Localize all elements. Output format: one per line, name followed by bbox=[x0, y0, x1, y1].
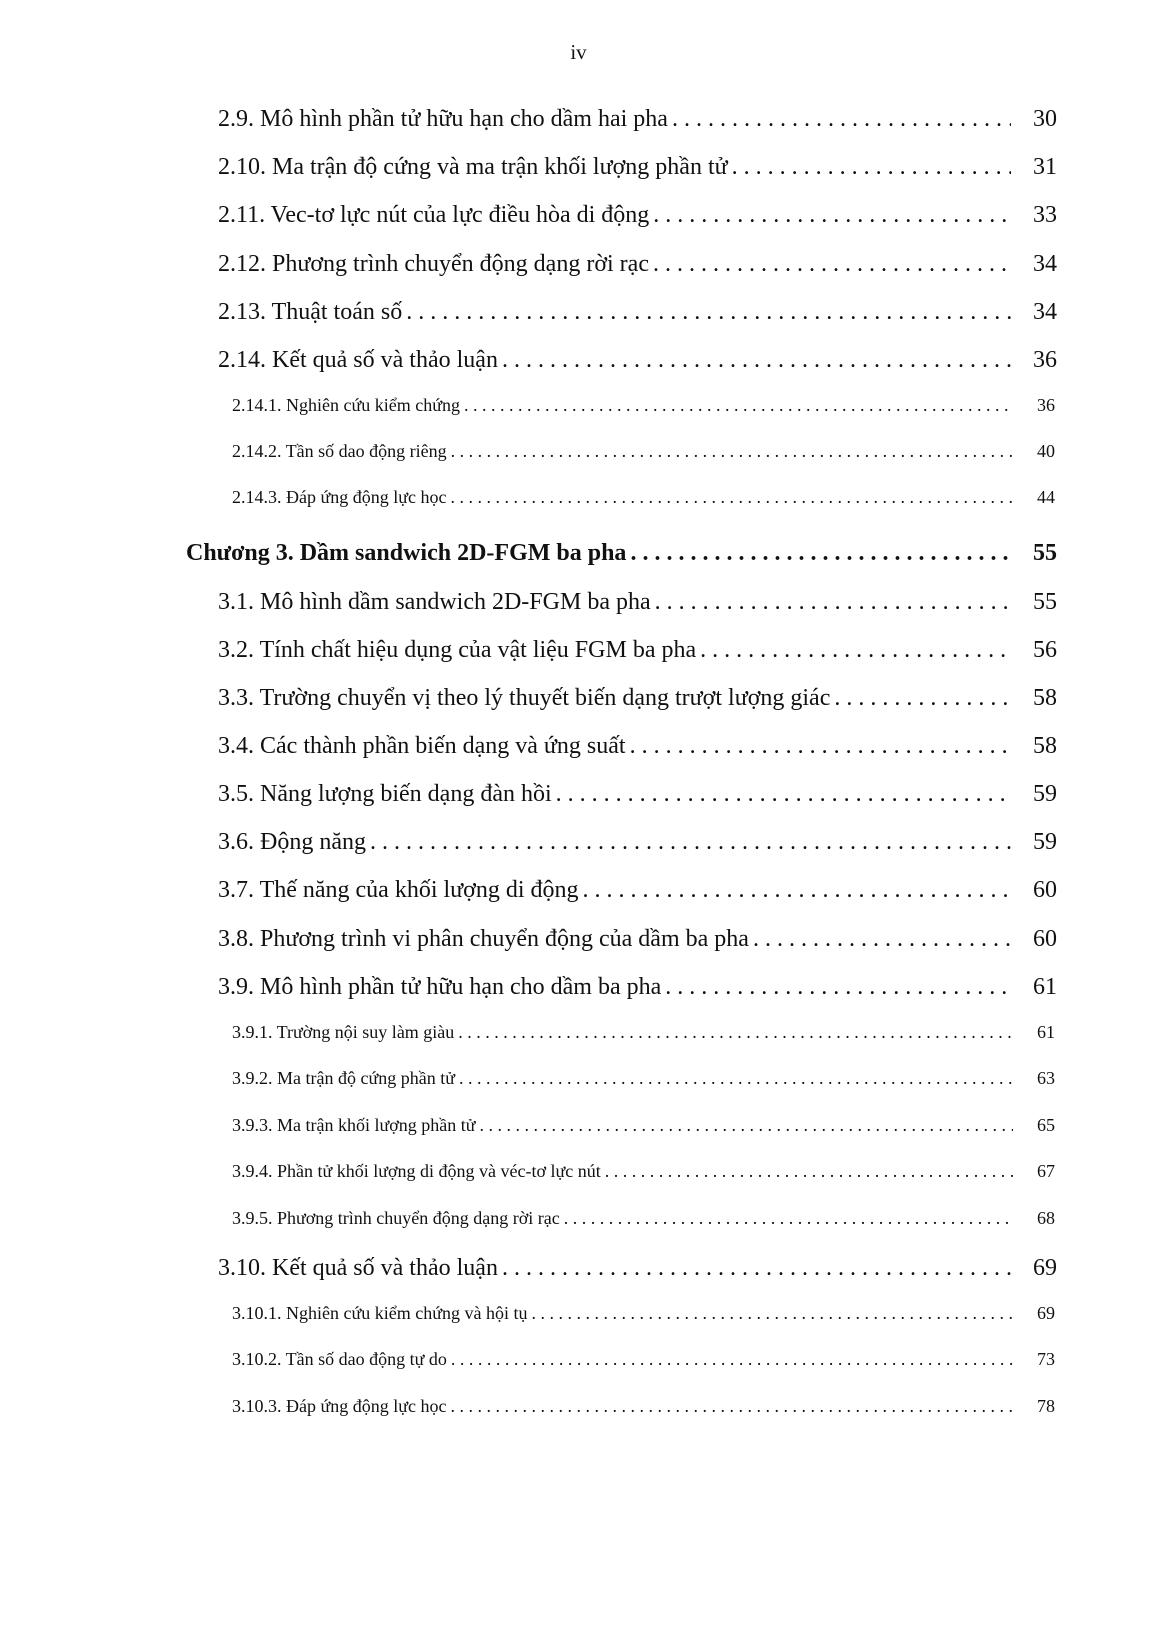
toc-entry-page: 30 bbox=[1033, 106, 1057, 132]
toc-entry[interactable] bbox=[218, 685, 1057, 712]
dot-leader bbox=[605, 1161, 1013, 1182]
toc-entry-title: 3.9.1. Trường nội suy làm giàu bbox=[232, 1022, 455, 1042]
toc-entry[interactable] bbox=[218, 974, 1057, 1001]
toc-entry-title: 3.5. Năng lượng biến dạng đàn hồi bbox=[218, 781, 552, 807]
toc-entry-page: 55 bbox=[1033, 540, 1057, 566]
toc-entry[interactable] bbox=[218, 251, 1057, 278]
toc-entry-page: 60 bbox=[1033, 877, 1057, 903]
dot-leader bbox=[583, 877, 1011, 904]
toc-entry-page: 68 bbox=[1037, 1208, 1055, 1228]
dot-leader bbox=[630, 733, 1011, 760]
toc-entry[interactable] bbox=[232, 395, 1055, 416]
toc-entry-page: 78 bbox=[1037, 1396, 1055, 1416]
dot-leader bbox=[451, 441, 1013, 462]
toc-entry-page: 69 bbox=[1037, 1303, 1055, 1323]
toc-entry-page: 67 bbox=[1037, 1161, 1055, 1181]
toc-entry[interactable] bbox=[218, 926, 1057, 953]
toc-entry-page: 33 bbox=[1033, 202, 1057, 228]
toc-entry-page: 63 bbox=[1037, 1068, 1055, 1088]
toc-entry[interactable] bbox=[232, 487, 1055, 508]
dot-leader bbox=[753, 926, 1011, 953]
toc-entry-page: 44 bbox=[1037, 487, 1055, 507]
toc-entry[interactable] bbox=[232, 1161, 1055, 1182]
dot-leader bbox=[653, 202, 1011, 229]
toc-entry[interactable] bbox=[218, 733, 1057, 760]
dot-leader bbox=[464, 395, 1013, 416]
toc-entry-title: 3.10.2. Tần số dao động tự do bbox=[232, 1349, 447, 1369]
dot-leader bbox=[655, 589, 1011, 616]
toc-entry[interactable] bbox=[218, 637, 1057, 664]
toc-entry-title: 3.10. Kết quả số và thảo luận bbox=[218, 1255, 498, 1281]
toc-entry[interactable] bbox=[232, 1068, 1055, 1089]
toc-entry[interactable] bbox=[232, 1349, 1055, 1370]
dot-leader bbox=[630, 540, 1011, 567]
toc-entry[interactable] bbox=[232, 1022, 1055, 1043]
toc-entry-title: 3.10.3. Đáp ứng động lực học bbox=[232, 1396, 447, 1416]
toc-entry-page: 61 bbox=[1037, 1022, 1055, 1042]
toc-entry-title: 3.7. Thế năng của khối lượng di động bbox=[218, 877, 579, 903]
toc-entry-title: 3.6. Động năng bbox=[218, 829, 366, 855]
toc-entry[interactable] bbox=[232, 441, 1055, 462]
toc-entry[interactable] bbox=[218, 781, 1057, 808]
dot-leader bbox=[732, 154, 1011, 181]
dot-leader bbox=[459, 1068, 1013, 1089]
toc-entry-title: 3.3. Trường chuyển vị theo lý thuyết biến dạng trượt lượng giác bbox=[218, 685, 831, 711]
dot-leader bbox=[700, 637, 1011, 664]
dot-leader bbox=[451, 1349, 1013, 1370]
toc-entry[interactable] bbox=[232, 1208, 1055, 1229]
toc-entry-page: 73 bbox=[1037, 1349, 1055, 1369]
toc-entry-title: 3.9.5. Phương trình chuyển động dạng rời rạc bbox=[232, 1208, 560, 1228]
toc-entry[interactable] bbox=[218, 202, 1057, 229]
toc-entry[interactable] bbox=[218, 154, 1057, 181]
toc-entry-title: 3.9. Mô hình phần tử hữu hạn cho dầm ba pha bbox=[218, 974, 662, 1000]
toc-entry-page: 58 bbox=[1033, 685, 1057, 711]
toc-entry-title: 3.4. Các thành phần biến dạng và ứng suất bbox=[218, 733, 626, 759]
dot-leader bbox=[653, 251, 1011, 278]
toc-entry-page: 59 bbox=[1033, 829, 1057, 855]
dot-leader bbox=[502, 1255, 1011, 1282]
toc-entry-title: 2.14.1. Nghiên cứu kiểm chứng bbox=[232, 395, 460, 415]
toc-entry-page: 56 bbox=[1033, 637, 1057, 663]
toc-entry-title: 3.9.4. Phần tử khối lượng di động và véc-tơ lực nút bbox=[232, 1161, 601, 1181]
toc-entry-page: 36 bbox=[1033, 347, 1057, 373]
toc-entry-title: Chương 3. Dầm sandwich 2D-FGM ba pha bbox=[186, 540, 627, 566]
page-number: iv bbox=[570, 40, 587, 64]
toc-entry-page: 61 bbox=[1033, 974, 1057, 1000]
toc-entry-page: 55 bbox=[1033, 589, 1057, 615]
toc-entry-title: 3.8. Phương trình vi phân chuyển động của dầm ba pha bbox=[218, 926, 749, 952]
toc-entry[interactable] bbox=[218, 877, 1057, 904]
toc-entry-title: 3.9.2. Ma trận độ cứng phần tử bbox=[232, 1068, 455, 1088]
toc-entry-page: 34 bbox=[1033, 299, 1057, 325]
toc-entry[interactable] bbox=[218, 829, 1057, 856]
toc-entry-page: 31 bbox=[1033, 154, 1057, 180]
toc-entry-title: 2.13. Thuật toán số bbox=[218, 299, 403, 325]
dot-leader bbox=[370, 829, 1011, 856]
toc-entry-title: 3.2. Tính chất hiệu dụng của vật liệu FGM ba pha bbox=[218, 637, 697, 663]
toc-entry-page: 34 bbox=[1033, 251, 1057, 277]
toc-entry-page: 65 bbox=[1037, 1115, 1055, 1135]
toc-entry-title: 2.14.3. Đáp ứng động lực học bbox=[232, 487, 447, 507]
toc-entry-title: 3.10.1. Nghiên cứu kiểm chứng và hội tụ bbox=[232, 1303, 528, 1323]
toc-entry-title: 2.11. Vec-tơ lực nút của lực điều hòa di động bbox=[218, 202, 650, 228]
toc-entry-title: 2.12. Phương trình chuyển động dạng rời rạc bbox=[218, 251, 649, 277]
dot-leader bbox=[665, 974, 1011, 1001]
toc-entry-page: 69 bbox=[1033, 1255, 1057, 1281]
toc-entry-title: 3.1. Mô hình dầm sandwich 2D-FGM ba pha bbox=[218, 589, 651, 615]
dot-leader bbox=[564, 1208, 1013, 1229]
toc-entry-page: 60 bbox=[1033, 926, 1057, 952]
toc-entry-title: 2.9. Mô hình phần tử hữu hạn cho dầm hai pha bbox=[218, 106, 668, 132]
toc-entry-page: 40 bbox=[1037, 441, 1055, 461]
dot-leader bbox=[834, 685, 1011, 712]
dot-leader bbox=[458, 1022, 1013, 1043]
dot-leader bbox=[502, 347, 1011, 374]
dot-leader bbox=[672, 106, 1011, 133]
toc-entry[interactable] bbox=[186, 540, 1057, 567]
toc-entry[interactable] bbox=[218, 589, 1057, 616]
toc-entry-page: 58 bbox=[1033, 733, 1057, 759]
toc-entry[interactable] bbox=[232, 1303, 1055, 1324]
toc-entry[interactable] bbox=[218, 1255, 1057, 1282]
toc-entry[interactable] bbox=[232, 1115, 1055, 1136]
toc-entry-page: 59 bbox=[1033, 781, 1057, 807]
toc-entry-title: 2.10. Ma trận độ cứng và ma trận khối lượng phần tử bbox=[218, 154, 728, 180]
dot-leader bbox=[480, 1115, 1013, 1136]
toc-entry-title: 3.9.3. Ma trận khối lượng phần tử bbox=[232, 1115, 476, 1135]
toc-entry-title: 2.14.2. Tần số dao động riêng bbox=[232, 441, 447, 461]
toc-entry[interactable] bbox=[218, 106, 1057, 133]
toc-entry-title: 2.14. Kết quả số và thảo luận bbox=[218, 347, 498, 373]
dot-leader bbox=[450, 487, 1013, 508]
toc-entry[interactable] bbox=[218, 299, 1057, 326]
dot-leader bbox=[450, 1396, 1013, 1417]
toc-entry-page: 36 bbox=[1037, 395, 1055, 415]
dot-leader bbox=[406, 299, 1011, 326]
dot-leader bbox=[531, 1303, 1013, 1324]
dot-leader bbox=[556, 781, 1011, 808]
toc-entry[interactable] bbox=[218, 347, 1057, 374]
toc-entry[interactable] bbox=[232, 1396, 1055, 1417]
